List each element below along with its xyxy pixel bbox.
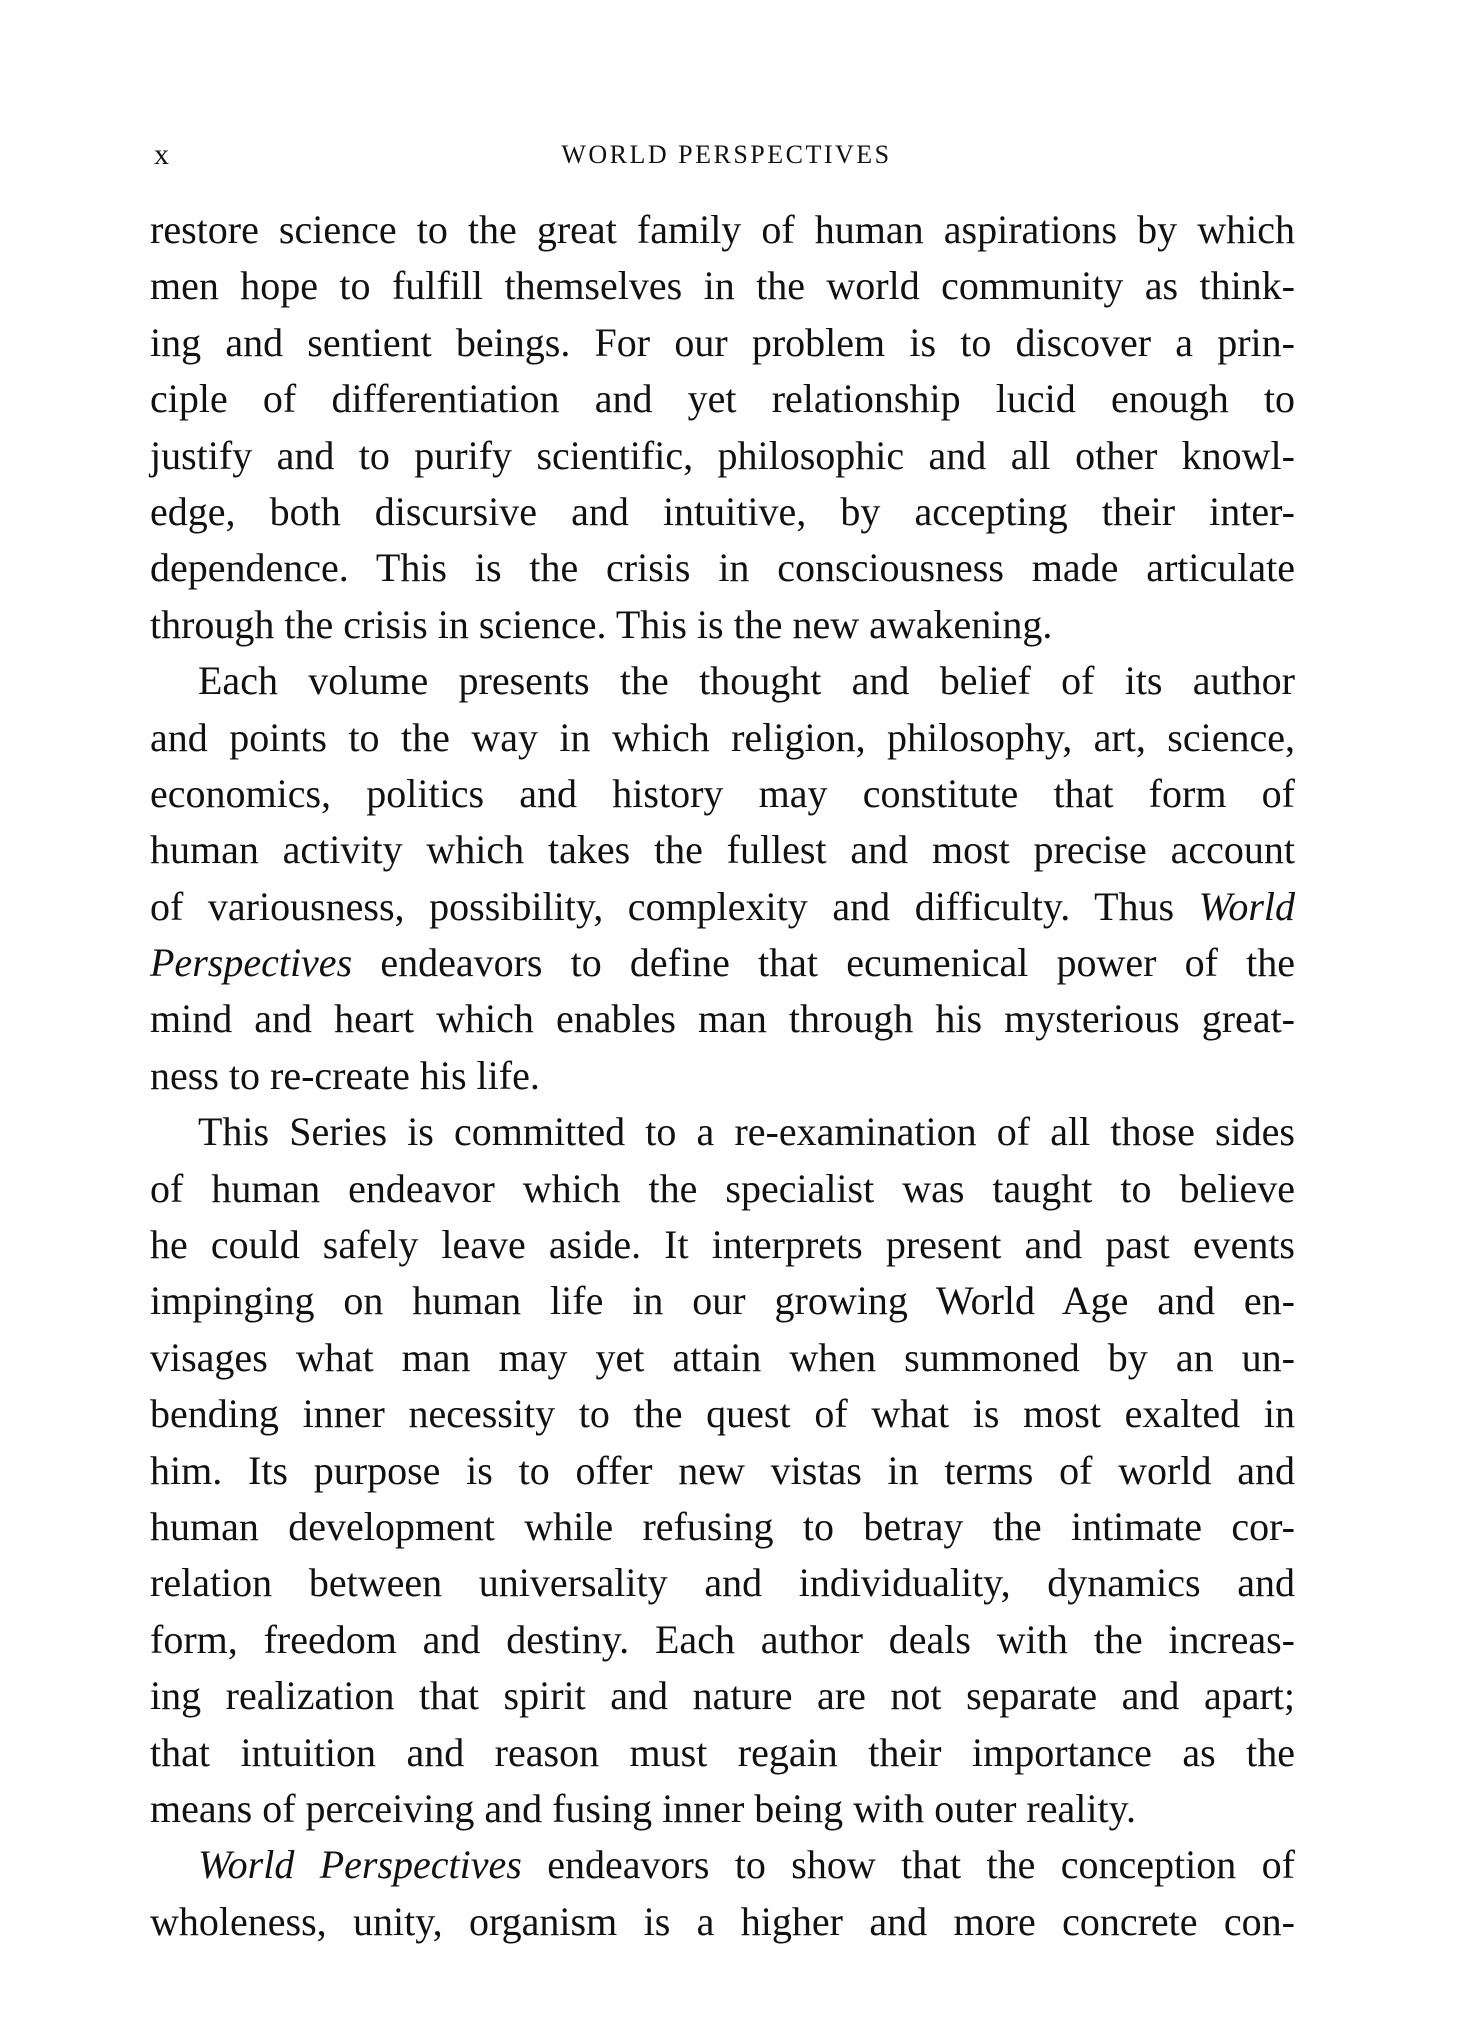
text-line: visages what man may yet attain when summoned by an un- (150, 1334, 1295, 1380)
text-line: form, freedom and destiny. Each author deals with the increas- (150, 1616, 1295, 1662)
text-line: economics, politics and history may constitute that form of (150, 770, 1295, 816)
text-line: means of perceiving and fusing inner being with outer reality. (150, 1785, 1136, 1831)
text-line: impinging on human life in our growing World Age and en- (150, 1278, 1295, 1324)
text-line: bending inner necessity to the quest of what is most exalted in (150, 1391, 1295, 1437)
text-line: justify and to purify scientific, philosophic and all other knowl- (150, 432, 1295, 478)
line-segment: endeavors to define that ecumenical power of the (352, 940, 1295, 986)
text-line: he could safely leave aside. It interprets present and past events (150, 1222, 1295, 1268)
page-header (150, 138, 1295, 178)
text-line: of human endeavor which the specialist was taught to believe (150, 1165, 1295, 1211)
text-line: mind and heart which enables man through his mysterious great- (150, 996, 1295, 1042)
line-segment: endeavors to show that the conception of (521, 1842, 1295, 1888)
text-line: men hope to fulfill themselves in the world community as think- (150, 263, 1295, 309)
text-line: wholeness, unity, organism is a higher and more concrete con- (150, 1898, 1295, 1944)
text-line: relation between universality and individuality, dynamics and (150, 1560, 1295, 1606)
text-line: ness to re-create his life. (150, 1052, 540, 1098)
text-line: ing and sentient beings. For our problem is to discover a prin- (150, 319, 1295, 365)
book-title-italic: World Perspectives (198, 1842, 522, 1888)
text-line: that intuition and reason must regain their importance as the (150, 1729, 1295, 1775)
text-line: and points to the way in which religion, philosophy, art, science, (150, 714, 1295, 760)
running-head: WORLD PERSPECTIVES (561, 140, 892, 169)
text-line: ing realization that spirit and nature are not separate and apart; (150, 1673, 1295, 1719)
text-line: human activity which takes the fullest and most precise account (150, 827, 1295, 873)
text-line: human development while refusing to betray the intimate cor- (150, 1503, 1295, 1549)
book-title-italic: Perspectives (150, 940, 353, 986)
page-number: x (154, 138, 170, 171)
book-title-italic: World (1198, 883, 1295, 929)
body-text (150, 202, 1295, 1950)
text-line: restore science to the great family of human aspirations by which (150, 207, 1295, 252)
text-line (150, 879, 1295, 935)
text-line: Each volume presents the thought and belief of its author (198, 658, 1295, 704)
text-line: through the crisis in science. This is the new awakening. (150, 601, 1053, 647)
text-line: ciple of differentiation and yet relationship lucid enough to (150, 376, 1295, 422)
text-line (150, 935, 1295, 991)
text-line: This Series is committed to a re-examination of all those sides (198, 1109, 1295, 1155)
text-line (150, 1837, 1295, 1893)
text-line: dependence. This is the crisis in consciousness made articulate (150, 545, 1295, 591)
text-line: him. Its purpose is to offer new vistas in terms of world and (150, 1447, 1295, 1493)
text-line: edge, both discursive and intuitive, by accepting their inter- (150, 488, 1295, 534)
line-segment: of variousness, possibility, complexity and difficulty. Thus (150, 883, 1199, 929)
